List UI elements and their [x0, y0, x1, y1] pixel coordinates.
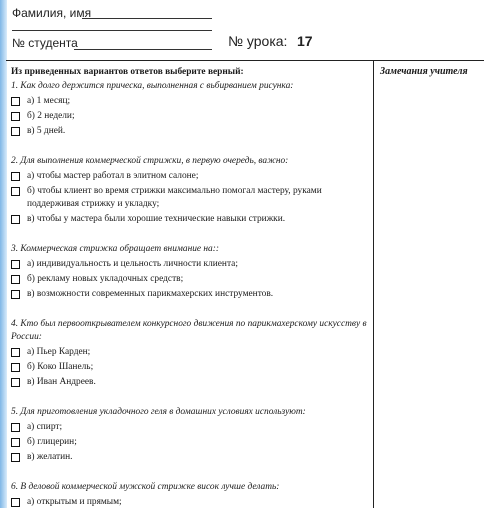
answer-option[interactable]: [11, 421, 368, 434]
answer-option[interactable]: [11, 125, 368, 138]
student-number-label: № студента: [12, 36, 78, 50]
answer-option[interactable]: [11, 451, 368, 464]
question-text: 4. Кто был первооткрывателем конкурсного движения по парикмахерскому искусству в России:: [11, 319, 367, 342]
option-label: в) 5 дней.: [27, 126, 66, 136]
question-6: [11, 481, 368, 509]
name-field-line-2[interactable]: [12, 30, 212, 31]
question-5: [11, 406, 368, 464]
question-1: [11, 80, 368, 138]
checkbox[interactable]: [11, 275, 20, 284]
answer-option[interactable]: [11, 361, 368, 374]
checkbox[interactable]: [11, 112, 20, 121]
checkbox[interactable]: [11, 172, 20, 181]
name-field-line[interactable]: [82, 18, 212, 19]
checkbox[interactable]: [11, 498, 20, 507]
question-text: 2. Для выполнения коммерческой стрижки, в первую очередь, важно:: [11, 156, 289, 166]
question-text: 3. Коммерческая стрижка обращает внимание на::: [11, 244, 219, 254]
answer-option[interactable]: [11, 346, 368, 359]
question-text: 5. Для приготовления укладочного геля в домашних условиях используют:: [11, 407, 306, 417]
teacher-remarks-heading: Замечания учителя: [380, 66, 468, 77]
checkbox[interactable]: [11, 348, 20, 357]
table-top-border: [6, 60, 484, 61]
option-label: б) 2 недели;: [27, 111, 75, 121]
quiz-content: [11, 66, 368, 509]
question-2: [11, 155, 368, 226]
checkbox[interactable]: [11, 438, 20, 447]
option-label: а) индивидуальность и цельность личности клиента;: [27, 259, 238, 269]
checkbox[interactable]: [11, 290, 20, 299]
column-divider: [373, 60, 374, 508]
question-text: 6. В деловой коммерческой мужской стрижке висок лучше делать:: [11, 482, 280, 492]
question-3: [11, 243, 368, 301]
option-label: б) чтобы клиент во время стрижки максимально помогал мастеру, руками поддерживая стрижку и укладку;: [27, 186, 322, 209]
checkbox[interactable]: [11, 187, 20, 196]
lesson-number-label: № урока:: [228, 33, 288, 49]
checkbox[interactable]: [11, 260, 20, 269]
answer-option[interactable]: [11, 213, 368, 226]
name-label: Фамилия, имя: [12, 6, 92, 20]
option-label: а) чтобы мастер работал в элитном салоне;: [27, 171, 199, 181]
option-label: в) Иван Андреев.: [27, 377, 96, 387]
question-4: [11, 318, 368, 389]
student-number-field-line[interactable]: [74, 49, 212, 50]
answer-option[interactable]: [11, 258, 368, 271]
checkbox[interactable]: [11, 363, 20, 372]
option-label: б) глицерин;: [27, 437, 77, 447]
option-label: а) Пьер Карден;: [27, 347, 91, 357]
answer-option[interactable]: [11, 110, 368, 123]
lesson-number-value: 17: [297, 33, 313, 49]
answer-option[interactable]: [11, 170, 368, 183]
option-label: а) спирт;: [27, 422, 63, 432]
checkbox[interactable]: [11, 423, 20, 432]
option-label: а) открытым и прямым;: [27, 497, 122, 507]
checkbox[interactable]: [11, 453, 20, 462]
option-label: в) возможности современных парикмахерских инструментов.: [27, 289, 274, 299]
answer-option[interactable]: [11, 95, 368, 108]
option-label: в) чтобы у мастера были хорошие технические навыки стрижки.: [27, 214, 286, 224]
checkbox[interactable]: [11, 97, 20, 106]
page-edge-shadow: [0, 0, 7, 508]
option-label: а) 1 месяц;: [27, 96, 71, 106]
answer-option[interactable]: [11, 436, 368, 449]
answer-option[interactable]: [11, 376, 368, 389]
answer-option[interactable]: [11, 185, 368, 211]
checkbox[interactable]: [11, 378, 20, 387]
instruction: Из приведенных вариантов ответов выберите верный:: [11, 67, 244, 77]
checkbox[interactable]: [11, 215, 20, 224]
option-label: б) Коко Шанель;: [27, 362, 94, 372]
checkbox[interactable]: [11, 127, 20, 136]
option-label: б) рекламу новых укладочных средств;: [27, 274, 184, 284]
option-label: в) желатин.: [27, 452, 73, 462]
answer-option[interactable]: [11, 288, 368, 301]
answer-option[interactable]: [11, 273, 368, 286]
question-text: 1. Как долго держится прическа, выполненная с вьбирванием рисунка:: [11, 81, 294, 91]
answer-option[interactable]: [11, 496, 368, 509]
